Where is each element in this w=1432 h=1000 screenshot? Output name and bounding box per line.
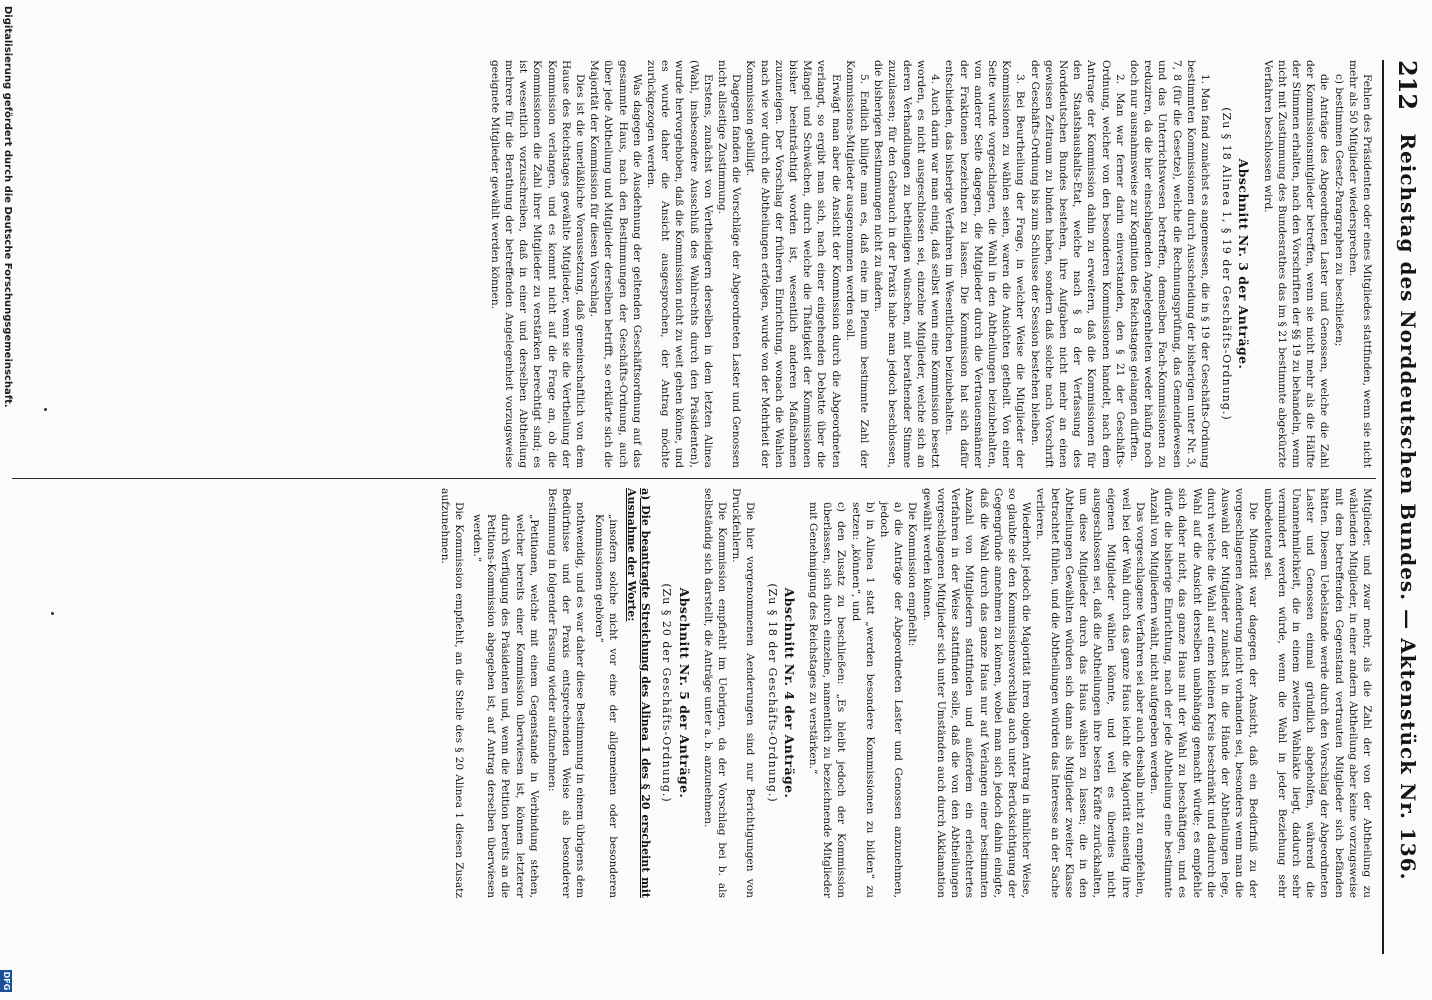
paragraph: die Anträge des Abgeordneten Laster und Genossen, welche die Zahl der Kommissionsmitglieder betreffen, wenn sie nicht mehr als die Hälfte der Stimmen erhalten, nach den Vorschriften der §§ 19 zu behandeln, wenn nicht mit Zustimmung des Bundesrathes das im § 21 bestimmte abgekürzte Verfahren beschlossen wird.: [1261, 60, 1331, 468]
page-number: 212: [1393, 60, 1422, 111]
page-header: [1382, 60, 1424, 954]
paragraph: Was dagegen die Ausdehnung der geltenden Geschäftsordnung auf das gesammte Haus, nach den Bestimmungen der Geschäfts-Ordnung, auch über jede Abtheilung und Mitglieder derselben betrifft, so erklärte sich die Majorität der Kommission für diesen Vorschlag.: [588, 60, 643, 468]
paragraph: 3. Bei Beurtheilung der Frage, in welcher Weise die Mitglieder der Kommissionen zu wählen seien, waren die Ansichten getheilt. Von einer Seite wurde vorgeschlagen, die Wahl in den Abtheilungen beizubehalten, von anderer Seite dagegen, die Mitglieder durch die Vertrauensmänner der Fraktionen bezeichnen zu lassen. Die Kommission hat sich dafür entschieden, das bisherige Verfahren im Wesentlichen beizubehalten.: [943, 60, 1027, 468]
paragraph: 2. Man war ferner darin einverstanden, den § 21 der Geschäfts-Ordnung, welcher von den besonderen Kommissionen handelt, nach dem Antrage der Kommission dahin zu erweitern, daß die Kommissionen für den Staatshaushalts-Etat, welche nach § 8 der Verfassung des Norddeutschen Bundes bestehen, ihre Aufgaben nicht mehr an einen gewissen Zeitraum zu binden haben, sondern daß solche nach Vorschrift der Geschäfts-Ordnung bis zum Schlusse der Session bestehen bleiben.: [1028, 60, 1126, 468]
paragraph: Dies ist die unerläßliche Voraussetzung, daß gemeinschaftlich von dem Hause des Reichstages gewählte Mitglieder, wenn sie die Vertheilung der Kommission verlangen, und es kommt nicht auf die Frage an, ob die Kommissionen die Zahl ihrer Mitglieder zu verstärken berechtigt sind; es ist wesentlich vorzuschreiben, daß in einer und derselben Abtheilung mehrere für die Berathung der betreffenden Angelegenheit vorzugsweise geeignete Mitglieder gewählt werden können.: [488, 60, 587, 468]
paragraph: Die hier vorgenommenen Aenderungen sind nur Berichtigungen von Druckfehlern.: [730, 488, 757, 898]
section-reference: (Zu § 20 der Geschäfts-Ordnung.): [660, 583, 674, 803]
paragraph: Die Kommission empfiehlt:: [906, 502, 919, 647]
subsection-heading: a) Die beantragte Streichung des Alinea 1 des § 20 erscheint mit Ausnahme der Worte:: [625, 488, 653, 898]
left-column: [6, 60, 1374, 468]
paragraph: Dagegen fanden die Vorschläge der Abgeordneten Laster und Genossen nicht allseitige Zustimmung.: [716, 60, 743, 468]
paragraph: Erwägt man aber die Ansicht der Kommission durch die Abgeordneten verlangt, so ergibt man sich, nach einer eingehenden Debatte über die Mängel und Schwächen, durch welche die Thätigkeit der Kommissionen bisher beeinträchtigt worden ist, wesentlich anderen Maßnahmen zuzuneigen. Der Vorschlag der früheren Einrichtung, wonach die Wahlen nach wie vor durch die Abtheilungen erfolgen, wurde von der Mehrheit der Kommission gebilligt.: [744, 60, 842, 468]
digitization-note: Digitalisierung gefördert durch die Deutsche Forschungsgemeinschaft.: [2, 6, 13, 408]
paragraph: Die Kommission empfiehlt, an die Stelle des § 20 Alinea 1 diesen Zusatz aufzunehmen.: [438, 488, 465, 898]
list-item: a) die Anträge der Abgeordneten Laster und Genossen anzunehmen, jedoch: [878, 502, 905, 898]
paragraph: Wiederholt jedoch die Majorität ihren obigen Antrag in ähnlicher Weise, so glaubte sie den Kommissionsvorschlag auch unter Berücksichtigung der Gegengründe annehmen zu können, wobei man sich jedoch dahin einigte, daß die Wahl durch das ganze Haus nur auf Verlangen einer bestimmten Anzahl von Mitgliedern stattfinden und außerdem ein erleichtertes Verfahren in der Weise stattfinden solle, daß die von den Abtheilungen vorgeschlagenen Mitglieder sich unter Umständen auch durch Akklamation gewählt werden können.: [920, 488, 1033, 898]
dfg-logo: DFG: [2, 971, 11, 991]
list-item: c) bestimmen Gesetz-Paragraphen zu beschließen;: [1332, 74, 1345, 347]
list-item: b) in Alinea 1 statt „werden besondere Kommissionen zu bilden“ zu setzen: „können“, und: [849, 502, 876, 898]
paragraph: Die Minorität war dagegen der Ansicht, daß ein Bedürfniß zu der vorgeschlagenen Aenderung nicht vorhanden sei, besonders wenn man die Auswahl der Mitglieder zunächst in die Hände der Abtheilungen lege, durch welche die Wahl auf einen kleinen Kreis beschränkt und dadurch die Wahl auf die Ansicht derselben unabhängig gemacht würde; es empfehle sich daher nicht, das ganze Haus mit der Wahl zu beschäftigen, und es dürfe die bisherige Einrichtung, nach der jede Abtheilung eine bestimmte Anzahl von Mitgliedern wählt, nicht aufgegeben werden.: [1147, 488, 1260, 898]
paragraph: 1. Man fand zunächst es angemessen, die in § 19 der Geschäfts-Ordnung bestimmten Kommissionen durch Ausscheidung der bisherigen unter Nr. 3, 7, 8 (für die Gesetze), welche die Rechnungsprüfung, das Gemeindewesen und das Unterrichtswesen betreffen, demselben Fach-Kommissionen zu reduziren, da die hier einschlagenden Angelegenheiten weder häufig noch doch nur ausnahmsweise zur Kognition des Reichstages gelangen dürften.: [1127, 60, 1211, 468]
paragraph: Mitglieder, und zwar mehr, als die Zahl der von der Abtheilung zu wählenden Mitglieder, in einer andern Abtheilung aber keine vorzugsweise mit dem betreffenden Gegenstand vertrauten Mitglieder sich befänden hätten. Diesem Uebelstande werde durch den Vorschlag der Abgeordneten Laster und Genossen einmal gründlich abgeholfen, während die Unannehmlichkeit, die in einem zweiten Wahlakte liegt, dadurch sehr vermindert werden würde, wenn die Wahl in jeder Beziehung sehr unbedeutend sei.: [1261, 488, 1373, 898]
list-item: c) den Zusatz zu beschließen: „Es bleibt jedoch der Kommission überlassen, sich durch einzelne, namentlich zu bezeichnende Mitglieder mit Genehmigung des Reichstages zu verstärken.“: [807, 502, 848, 898]
quoted-text: „insofern solche nicht vor eine der allgemeinen oder besonderen Kommissionen gehören“: [592, 514, 619, 898]
running-head: Reichstag des Norddeutschen Bundes. — Aktenstück Nr. 136.: [1396, 133, 1420, 881]
paragraph: Die Kommission empfiehlt im Uebrigen, da der Vorschlag bei b. als selbständig sich darstellt, die Anträge unter a. b. anzunehmen.: [701, 488, 729, 898]
paragraph: 5. Endlich billigte man es, daß eine im Plenum bestimmte Zahl der Kommissions-Mitglieder ausgenommen werden soll.: [843, 60, 871, 468]
section-heading: Abschnitt Nr. 4 der Anträge.: [781, 587, 797, 799]
paragraph: 4. Auch darin war man einig, daß selbst wenn eine Kommission besetzt worden, es nicht ausgeschlossen sei, einzelne Mitglieder, welche sich an deren Verhandlungen zu betheiligen wünschen, mit berathender Stimme zuzulassen; für den Gebrauch in der Praxis habe man jedoch beschlossen, die bisherigen Bestimmungen nicht zu ändern.: [872, 60, 942, 468]
scan-speck: [51, 612, 54, 615]
section-heading: Abschnitt Nr. 3 der Anträge.: [1236, 158, 1252, 370]
section-reference: (Zu § 18 der Geschäfts-Ordnung.): [765, 583, 779, 803]
right-column: [6, 488, 1374, 898]
scan-speck: [44, 408, 47, 411]
quoted-text: „Petitionen, welche mit einem Gegenstande in Verbindung stehen, welcher bereits einer Kommission überwiesen ist, können letzterer durch Verfügung des Präsidenten und, wenn die Petition bereits an die Petitions-Kommission abgegeben ist, auf Antrag derselben überwiesen werden.“: [471, 514, 540, 898]
section-heading: Abschnitt Nr. 5 der Anträge.: [676, 587, 692, 799]
paragraph: Fehlen des Präsidenten oder eines Mitgliedes stattfinden, wenn sie nicht mehr als 50 Mitglieder wiedersprechen.: [1346, 60, 1373, 468]
paragraph: nothwendig, und es war daher diese Bestimmung in einem übrigens dem Bedürfnisse und der Praxis entsprechenden Weise als besonderer Bestimmung in folgender Fassung wieder aufzunehmen:: [546, 488, 587, 898]
paragraph: Das vorgeschlagene Verfahren sei aber auch deshalb nicht zu empfehlen, weil bei der Wahl durch das ganze Haus leicht die Majorität einseitig ihre eigenen Mitglieder wählen könnte, und weil es überdies nicht ausgeschlossen sei, daß die Abtheilungen ihre besten Kräfte zurückhalten, um diese Mitglieder durch das Haus wählen zu lassen; die in den Abtheilungen Gewählten würden sich dann als Mitglieder zweiter Klasse betrachtet fühlen, und die Abtheilungen würden das Interesse an der Sache verlieren.: [1034, 488, 1146, 898]
paragraph: Erstens, zunächst von Vertheidigern derselben in dem letzten Alinea (Wahl, insbesondere Ausschluß des Wahlrechts durch den Präsidenten), wurde hervorgehoben, daß die Kommission nicht zu weit gehen könne, und es wurde daher die Ansicht ausgesprochen, der Antrag möchte zurückgezogen werden.: [645, 60, 714, 468]
column-divider: [12, 478, 1376, 479]
section-reference: (Zu § 18 Alinea 1, § 19 der Geschäfts-Ordnung.): [1220, 107, 1234, 421]
